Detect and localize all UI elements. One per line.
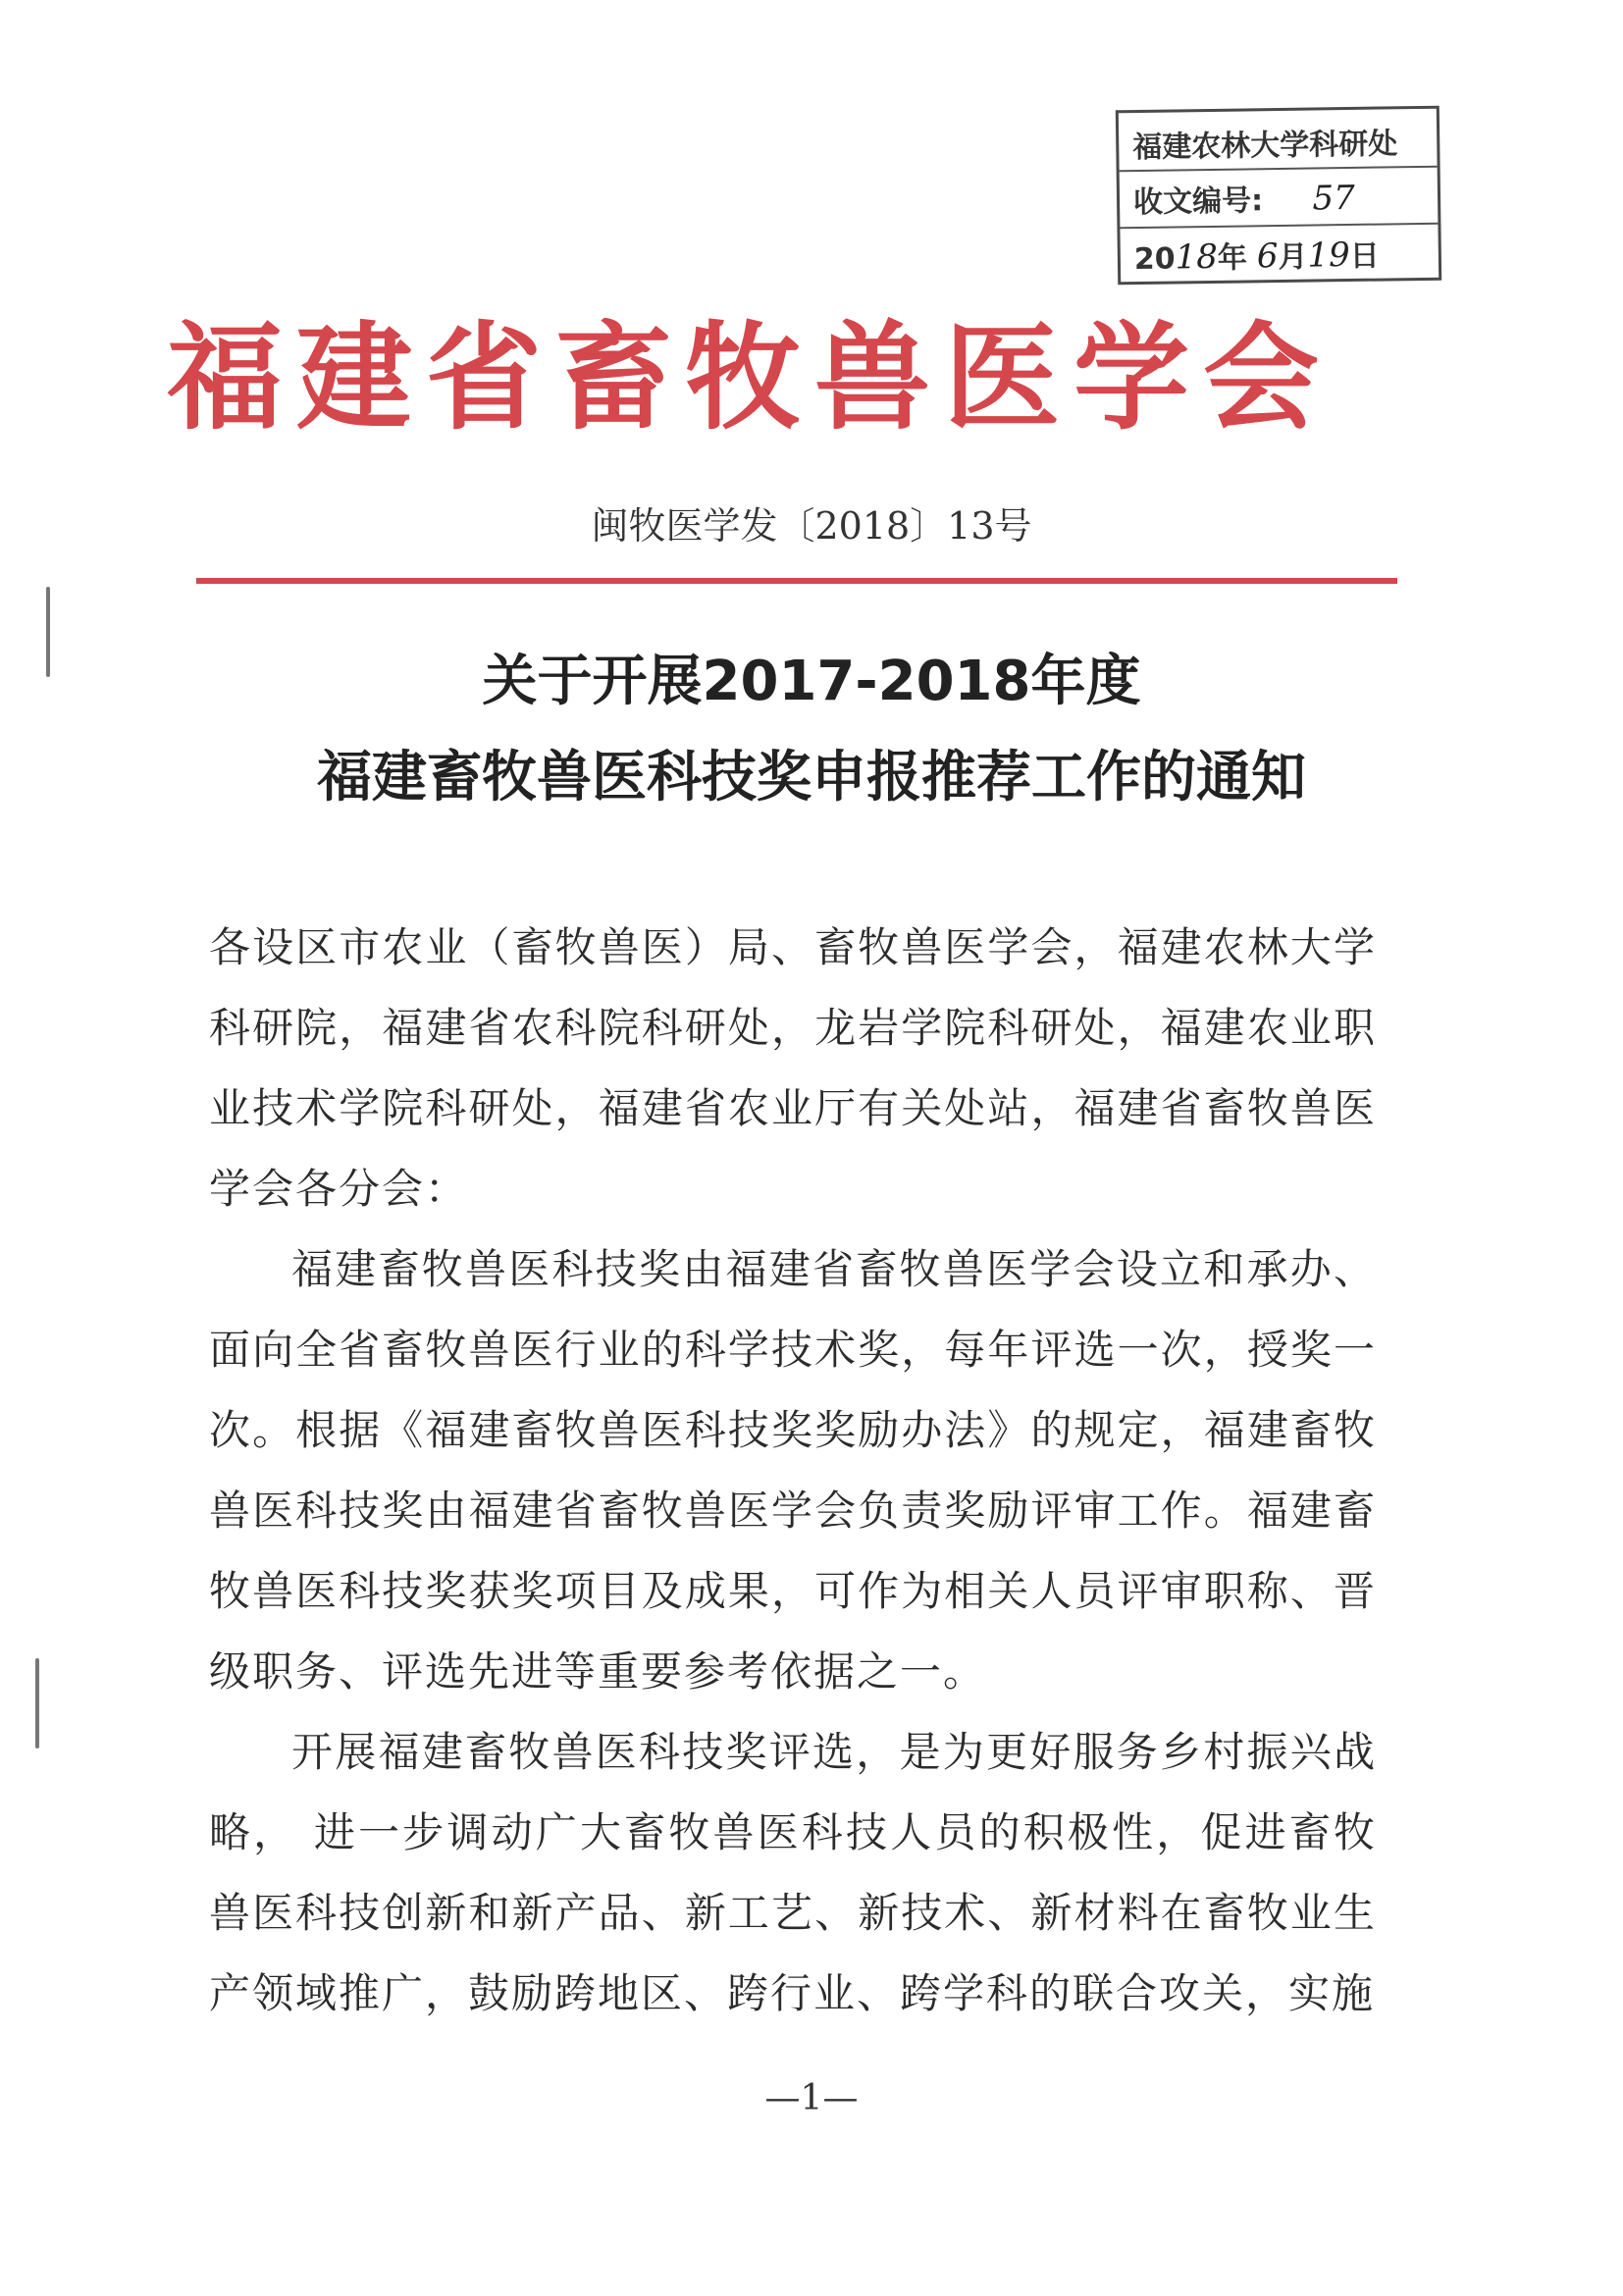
stamp-date-month-unit: 月 (1278, 239, 1308, 276)
stamp-receipt-row (1133, 174, 1429, 221)
stamp-date-day-unit: 日 (1349, 238, 1381, 274)
stamp-date-day: 19 (1307, 235, 1351, 276)
stamp-date-year: 18 (1175, 236, 1219, 278)
document-number: 闽牧医学发〔2018〕13号 (591, 504, 1032, 548)
stamp-date-month: 6 (1256, 236, 1279, 277)
margin-binding-mark (35, 1658, 39, 1748)
stamp-receipt-number: 57 (1312, 178, 1356, 219)
stamp-date-row (1134, 231, 1430, 278)
stamp-date-year-unit: 年 (1217, 240, 1248, 276)
notice-title-line2: 福建畜牧兽医科技奖申报推荐工作的通知 (317, 746, 1306, 809)
stamp-receipt-label: 收文编号: (1132, 183, 1264, 221)
page-number: —1— (764, 2078, 859, 2118)
stamp-org: 福建农林大学科研处 (1132, 127, 1398, 166)
document-body (209, 908, 1377, 2034)
addressees-paragraph: 各设区市农业（畜牧兽医）局、畜牧兽医学会，福建农林大学科研院，福建省农科院科研处，龙岩学院科研处，福建农业职业技术学院科研处，福建省农业厅有关处站，福建省畜牧兽医学会各分会： (209, 923, 1377, 1213)
red-divider (196, 578, 1397, 584)
org-letterhead-title: 福建省畜牧兽医学会 (167, 309, 1334, 445)
receipt-stamp (1116, 106, 1441, 286)
body-paragraph-1: 福建畜牧兽医科技奖由福建省畜牧兽医学会设立和承办、面向全省畜牧兽医行业的科学技术奖，每年评选一次，授奖一次。根据《福建畜牧兽医科技奖奖励办法》的规定，福建畜牧兽医科技奖由福建省畜牧兽医学会负责奖励评审工作。福建畜牧兽医科技奖获奖项目及成果，可作为相关人员评审职称、晋级职务、评选先进等重要参考依据之一。 (209, 1245, 1377, 1696)
body-paragraph-2: 开展福建畜牧兽医科技奖评选，是为更好服务乡村振兴战略， 进一步调动广大畜牧兽医科技人员的积极性，促进畜牧兽医科技创新和新产品、新工艺、新技术、新材料在畜牧业生产领域推广，鼓励跨地区、跨行业、跨学科的联合攻关，实施 (209, 1728, 1377, 2017)
notice-title-line1: 关于开展2017-2018年度 (482, 650, 1141, 713)
stamp-date-prefix: 20 (1133, 241, 1176, 278)
